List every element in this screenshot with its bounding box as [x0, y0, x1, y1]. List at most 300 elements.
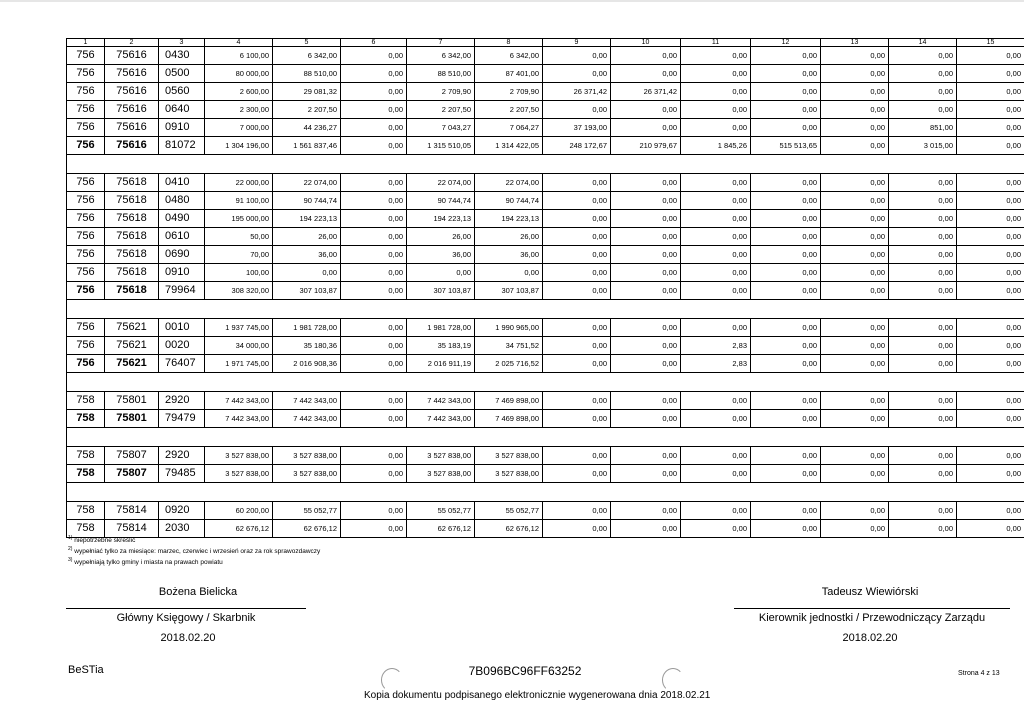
amount-cell: 0,00	[889, 47, 957, 65]
amount-cell: 7 442 343,00	[407, 392, 475, 410]
amount-cell: 0,00	[681, 246, 751, 264]
amount-cell: 2 016 908,36	[273, 355, 341, 373]
amount-cell: 0,00	[681, 119, 751, 137]
total-row	[67, 282, 1024, 300]
amount-cell: 0,00	[751, 119, 821, 137]
amount-cell: 35 183,19	[407, 337, 475, 355]
footnote-text: wypełniać tylko za miesiące: marzec, czerwiec i wrzesień oraz za rok sprawozdawczy	[74, 548, 321, 556]
section-code: 756	[67, 282, 105, 300]
amount-cell: 2 207,50	[273, 101, 341, 119]
amount-cell: 1 937 745,00	[205, 319, 273, 337]
paragraph-code: 0610	[159, 228, 205, 246]
section-code: 756	[67, 174, 105, 192]
section-code: 756	[67, 264, 105, 282]
amount-cell: 0,00	[889, 192, 957, 210]
amount-cell: 0,00	[341, 355, 407, 373]
amount-cell: 0,00	[751, 319, 821, 337]
amount-cell: 0,00	[957, 83, 1024, 101]
amount-cell: 0,00	[273, 264, 341, 282]
paragraph-code: 0020	[159, 337, 205, 355]
amount-cell: 0,00	[543, 210, 611, 228]
section-code: 756	[67, 65, 105, 83]
left-signer-role: Główny Księgowy / Skarbnik	[116, 612, 256, 624]
amount-cell: 0,00	[821, 465, 889, 483]
table-row	[67, 228, 1024, 246]
paragraph-code: 0690	[159, 246, 205, 264]
amount-cell: 0,00	[957, 246, 1024, 264]
amount-cell: 0,00	[611, 228, 681, 246]
column-header: 2	[105, 39, 159, 47]
amount-cell: 0,00	[821, 282, 889, 300]
amount-cell: 0,00	[751, 337, 821, 355]
amount-cell: 0,00	[543, 101, 611, 119]
amount-cell: 0,00	[957, 502, 1024, 520]
page-number: Strona 4 z 13	[958, 670, 1000, 677]
amount-cell: 35 180,36	[273, 337, 341, 355]
table-row	[67, 101, 1024, 119]
amount-cell: 26 371,42	[543, 83, 611, 101]
amount-cell: 0,00	[611, 447, 681, 465]
total-row	[67, 355, 1024, 373]
amount-cell: 90 744,74	[407, 192, 475, 210]
amount-cell: 0,00	[543, 319, 611, 337]
paragraph-code: 0910	[159, 264, 205, 282]
amount-cell: 0,00	[889, 502, 957, 520]
amount-cell: 0,00	[889, 520, 957, 538]
amount-cell: 0,00	[341, 502, 407, 520]
amount-cell: 0,00	[889, 319, 957, 337]
amount-cell: 0,00	[681, 410, 751, 428]
amount-cell: 2 016 911,19	[407, 355, 475, 373]
section-code: 758	[67, 447, 105, 465]
right-signer-role: Kierownik jednostki / Przewodniczący Zarządu	[758, 612, 986, 624]
amount-cell: 0,00	[681, 101, 751, 119]
amount-cell: 0,00	[543, 65, 611, 83]
amount-cell: 62 676,12	[205, 520, 273, 538]
section-code: 756	[67, 119, 105, 137]
amount-cell: 0,00	[407, 264, 475, 282]
amount-cell: 2 025 716,52	[475, 355, 543, 373]
amount-cell: 0,00	[889, 65, 957, 83]
footnote-text: niepotrzebne skreślić	[74, 537, 136, 545]
amount-cell: 26,00	[407, 228, 475, 246]
column-header: 14	[889, 39, 957, 47]
amount-cell: 0,00	[821, 319, 889, 337]
amount-cell: 3 527 838,00	[475, 465, 543, 483]
amount-cell: 6 342,00	[407, 47, 475, 65]
app-name: BeSTia	[68, 664, 104, 676]
amount-cell: 0,00	[341, 246, 407, 264]
paragraph-code: 0010	[159, 319, 205, 337]
column-header: 7	[407, 39, 475, 47]
amount-cell: 0,00	[957, 337, 1024, 355]
paragraph-code: 0640	[159, 101, 205, 119]
amount-cell: 22 074,00	[407, 174, 475, 192]
amount-cell: 2 207,50	[475, 101, 543, 119]
chapter-code: 75616	[105, 47, 159, 65]
amount-cell: 0,00	[821, 502, 889, 520]
amount-cell: 0,00	[543, 520, 611, 538]
table-row	[67, 210, 1024, 228]
paragraph-code: 2920	[159, 392, 205, 410]
amount-cell: 0,00	[611, 47, 681, 65]
amount-cell: 0,00	[957, 447, 1024, 465]
section-code: 756	[67, 319, 105, 337]
amount-cell: 0,00	[681, 319, 751, 337]
amount-cell: 0,00	[889, 264, 957, 282]
amount-cell: 0,00	[889, 465, 957, 483]
paragraph-code: 79964	[159, 282, 205, 300]
amount-cell: 37 193,00	[543, 119, 611, 137]
amount-cell: 0,00	[543, 465, 611, 483]
amount-cell: 0,00	[611, 355, 681, 373]
amount-cell: 0,00	[341, 319, 407, 337]
left-signer-name: Bożena Bielicka	[158, 586, 238, 598]
chapter-code: 75618	[105, 174, 159, 192]
separator-cell	[67, 155, 1024, 174]
column-header: 6	[341, 39, 407, 47]
amount-cell: 0,00	[543, 174, 611, 192]
amount-cell: 0,00	[681, 465, 751, 483]
amount-cell: 22 074,00	[475, 174, 543, 192]
amount-cell: 0,00	[681, 47, 751, 65]
amount-cell: 0,00	[543, 355, 611, 373]
amount-cell: 0,00	[821, 47, 889, 65]
chapter-code: 75807	[105, 465, 159, 483]
amount-cell: 6 100,00	[205, 47, 273, 65]
amount-cell: 0,00	[543, 264, 611, 282]
amount-cell: 6 342,00	[273, 47, 341, 65]
chapter-code: 75807	[105, 447, 159, 465]
amount-cell: 90 744,74	[273, 192, 341, 210]
amount-cell: 0,00	[341, 65, 407, 83]
amount-cell: 0,00	[889, 101, 957, 119]
column-header: 3	[159, 39, 205, 47]
section-code: 756	[67, 210, 105, 228]
amount-cell: 0,00	[751, 264, 821, 282]
amount-cell: 3 527 838,00	[273, 465, 341, 483]
amount-cell: 3 527 838,00	[407, 465, 475, 483]
amount-cell: 1 981 728,00	[407, 319, 475, 337]
footnotes	[68, 534, 320, 567]
column-header: 10	[611, 39, 681, 47]
amount-cell: 1 315 510,05	[407, 137, 475, 155]
chapter-code: 75616	[105, 65, 159, 83]
amount-cell: 0,00	[611, 465, 681, 483]
amount-cell: 0,00	[341, 210, 407, 228]
chapter-code: 75618	[105, 228, 159, 246]
amount-cell: 0,00	[341, 137, 407, 155]
amount-cell: 0,00	[889, 210, 957, 228]
amount-cell: 194 223,13	[475, 210, 543, 228]
amount-cell: 0,00	[957, 282, 1024, 300]
table-row	[67, 83, 1024, 101]
amount-cell: 0,00	[681, 174, 751, 192]
amount-cell: 0,00	[957, 192, 1024, 210]
amount-cell: 0,00	[341, 83, 407, 101]
top-edge	[0, 0, 1024, 2]
footnote-mark: 3)	[68, 557, 73, 564]
amount-cell: 88 510,00	[273, 65, 341, 83]
amount-cell: 26,00	[475, 228, 543, 246]
amount-cell: 36,00	[273, 246, 341, 264]
column-header: 5	[273, 39, 341, 47]
amount-cell: 0,00	[957, 465, 1024, 483]
amount-cell: 62 676,12	[475, 520, 543, 538]
amount-cell: 0,00	[821, 410, 889, 428]
paragraph-code: 79485	[159, 465, 205, 483]
chapter-code: 75621	[105, 355, 159, 373]
amount-cell: 0,00	[611, 410, 681, 428]
group-separator	[67, 300, 1024, 319]
amount-cell: 1 304 196,00	[205, 137, 273, 155]
footnote	[68, 534, 320, 545]
paragraph-code: 79479	[159, 410, 205, 428]
section-code: 758	[67, 392, 105, 410]
amount-cell: 0,00	[957, 137, 1024, 155]
amount-cell: 91 100,00	[205, 192, 273, 210]
section-code: 756	[67, 192, 105, 210]
amount-cell: 70,00	[205, 246, 273, 264]
total-row	[67, 137, 1024, 155]
amount-cell: 0,00	[821, 174, 889, 192]
column-header: 4	[205, 39, 273, 47]
amount-cell: 90 744,74	[475, 192, 543, 210]
amount-cell: 0,00	[611, 174, 681, 192]
amount-cell: 62 676,12	[273, 520, 341, 538]
amount-cell: 0,00	[611, 392, 681, 410]
amount-cell: 0,00	[889, 355, 957, 373]
amount-cell: 0,00	[889, 282, 957, 300]
amount-cell: 0,00	[957, 119, 1024, 137]
column-header: 12	[751, 39, 821, 47]
amount-cell: 0,00	[543, 392, 611, 410]
amount-cell: 1 981 728,00	[273, 319, 341, 337]
table-row	[67, 65, 1024, 83]
amount-cell: 0,00	[681, 228, 751, 246]
amount-cell: 0,00	[751, 101, 821, 119]
amount-cell: 307 103,87	[407, 282, 475, 300]
chapter-code: 75616	[105, 137, 159, 155]
table-row	[67, 192, 1024, 210]
footnote-mark: 1)	[68, 535, 73, 541]
amount-cell: 0,00	[889, 83, 957, 101]
amount-cell: 0,00	[957, 392, 1024, 410]
column-number-row	[67, 39, 1024, 47]
chapter-code: 75618	[105, 210, 159, 228]
amount-cell: 0,00	[681, 447, 751, 465]
section-code: 756	[67, 228, 105, 246]
amount-cell: 0,00	[957, 65, 1024, 83]
amount-cell: 0,00	[341, 47, 407, 65]
amount-cell: 0,00	[821, 355, 889, 373]
amount-cell: 0,00	[751, 65, 821, 83]
amount-cell: 7 469 898,00	[475, 392, 543, 410]
chapter-code: 75616	[105, 119, 159, 137]
table-row	[67, 502, 1024, 520]
amount-cell: 0,00	[681, 210, 751, 228]
amount-cell: 194 223,13	[407, 210, 475, 228]
amount-cell: 7 442 343,00	[273, 410, 341, 428]
amount-cell: 0,00	[681, 83, 751, 101]
amount-cell: 0,00	[543, 246, 611, 264]
amount-cell: 55 052,77	[407, 502, 475, 520]
amount-cell: 0,00	[341, 392, 407, 410]
amount-cell: 0,00	[341, 192, 407, 210]
section-code: 756	[67, 246, 105, 264]
amount-cell: 26,00	[273, 228, 341, 246]
amount-cell: 0,00	[611, 337, 681, 355]
amount-cell: 88 510,00	[407, 65, 475, 83]
amount-cell: 0,00	[889, 410, 957, 428]
amount-cell: 0,00	[821, 137, 889, 155]
amount-cell: 0,00	[821, 264, 889, 282]
amount-cell: 0,00	[543, 410, 611, 428]
amount-cell: 22 074,00	[273, 174, 341, 192]
amount-cell: 7 442 343,00	[407, 410, 475, 428]
paragraph-code: 0500	[159, 65, 205, 83]
amount-cell: 0,00	[751, 174, 821, 192]
footnote-text: wypełniają tylko gminy i miasta na prawach powiatu	[74, 559, 223, 567]
amount-cell: 2 207,50	[407, 101, 475, 119]
amount-cell: 34 000,00	[205, 337, 273, 355]
amount-cell: 0,00	[751, 47, 821, 65]
amount-cell: 3 527 838,00	[205, 447, 273, 465]
amount-cell: 3 527 838,00	[407, 447, 475, 465]
amount-cell: 0,00	[821, 520, 889, 538]
amount-cell: 0,00	[341, 410, 407, 428]
paragraph-code: 0480	[159, 192, 205, 210]
section-code: 756	[67, 83, 105, 101]
column-header: 13	[821, 39, 889, 47]
amount-cell: 0,00	[611, 192, 681, 210]
amount-cell: 7 064,27	[475, 119, 543, 137]
amount-cell: 0,00	[611, 65, 681, 83]
paragraph-code: 0560	[159, 83, 205, 101]
amount-cell: 7 000,00	[205, 119, 273, 137]
chapter-code: 75814	[105, 520, 159, 538]
amount-cell: 0,00	[889, 228, 957, 246]
group-separator	[67, 483, 1024, 502]
amount-cell: 0,00	[751, 246, 821, 264]
total-row	[67, 465, 1024, 483]
chapter-code: 75618	[105, 264, 159, 282]
group-separator	[67, 373, 1024, 392]
chapter-code: 75618	[105, 282, 159, 300]
paragraph-code: 0920	[159, 502, 205, 520]
amount-cell: 7 442 343,00	[205, 392, 273, 410]
stamp-mark-left	[381, 668, 403, 692]
amount-cell: 62 676,12	[407, 520, 475, 538]
section-code: 756	[67, 101, 105, 119]
amount-cell: 22 000,00	[205, 174, 273, 192]
amount-cell: 0,00	[889, 337, 957, 355]
amount-cell: 0,00	[821, 101, 889, 119]
amount-cell: 0,00	[543, 228, 611, 246]
paragraph-code: 76407	[159, 355, 205, 373]
chapter-code: 75801	[105, 392, 159, 410]
separator-cell	[67, 483, 1024, 502]
amount-cell: 851,00	[889, 119, 957, 137]
amount-cell: 0,00	[341, 264, 407, 282]
report-body	[67, 47, 1024, 538]
right-sign-date: 2018.02.20	[842, 632, 898, 644]
amount-cell: 0,00	[957, 319, 1024, 337]
chapter-code: 75618	[105, 192, 159, 210]
amount-cell: 2 709,90	[407, 83, 475, 101]
amount-cell: 0,00	[751, 210, 821, 228]
amount-cell: 0,00	[341, 174, 407, 192]
amount-cell: 0,00	[751, 355, 821, 373]
stamp-mark-right	[662, 668, 684, 692]
amount-cell: 194 223,13	[273, 210, 341, 228]
chapter-code: 75616	[105, 83, 159, 101]
table-row	[67, 246, 1024, 264]
paragraph-code: 2920	[159, 447, 205, 465]
amount-cell: 1 990 965,00	[475, 319, 543, 337]
amount-cell: 0,00	[751, 282, 821, 300]
chapter-code: 75621	[105, 319, 159, 337]
amount-cell: 0,00	[889, 447, 957, 465]
amount-cell: 2,83	[681, 337, 751, 355]
amount-cell: 0,00	[611, 520, 681, 538]
amount-cell: 0,00	[821, 228, 889, 246]
amount-cell: 0,00	[681, 392, 751, 410]
amount-cell: 3 527 838,00	[205, 465, 273, 483]
amount-cell: 0,00	[681, 282, 751, 300]
amount-cell: 307 103,87	[273, 282, 341, 300]
section-code: 758	[67, 502, 105, 520]
table-row	[67, 447, 1024, 465]
amount-cell: 55 052,77	[475, 502, 543, 520]
amount-cell: 0,00	[341, 228, 407, 246]
report-table-wrapper	[66, 38, 1021, 538]
paragraph-code: 81072	[159, 137, 205, 155]
footnote	[68, 556, 320, 567]
column-header: 9	[543, 39, 611, 47]
footnote	[68, 545, 320, 556]
column-header: 1	[67, 39, 105, 47]
paragraph-code: 2030	[159, 520, 205, 538]
amount-cell: 0,00	[611, 264, 681, 282]
amount-cell: 0,00	[543, 282, 611, 300]
group-separator	[67, 428, 1024, 447]
table-row	[67, 319, 1024, 337]
amount-cell: 0,00	[821, 447, 889, 465]
amount-cell: 60 200,00	[205, 502, 273, 520]
table-row	[67, 47, 1024, 65]
amount-cell: 0,00	[957, 410, 1024, 428]
amount-cell: 100,00	[205, 264, 273, 282]
amount-cell: 0,00	[751, 447, 821, 465]
amount-cell: 0,00	[543, 502, 611, 520]
paragraph-code: 0410	[159, 174, 205, 192]
amount-cell: 0,00	[681, 192, 751, 210]
amount-cell: 0,00	[681, 264, 751, 282]
amount-cell: 0,00	[821, 337, 889, 355]
chapter-code: 75621	[105, 337, 159, 355]
amount-cell: 7 442 343,00	[205, 410, 273, 428]
paragraph-code: 0430	[159, 47, 205, 65]
amount-cell: 195 000,00	[205, 210, 273, 228]
table-row	[67, 264, 1024, 282]
amount-cell: 0,00	[889, 246, 957, 264]
amount-cell: 2,83	[681, 355, 751, 373]
amount-cell: 7 469 898,00	[475, 410, 543, 428]
left-signature-line	[66, 608, 306, 609]
amount-cell: 0,00	[957, 210, 1024, 228]
table-row	[67, 337, 1024, 355]
